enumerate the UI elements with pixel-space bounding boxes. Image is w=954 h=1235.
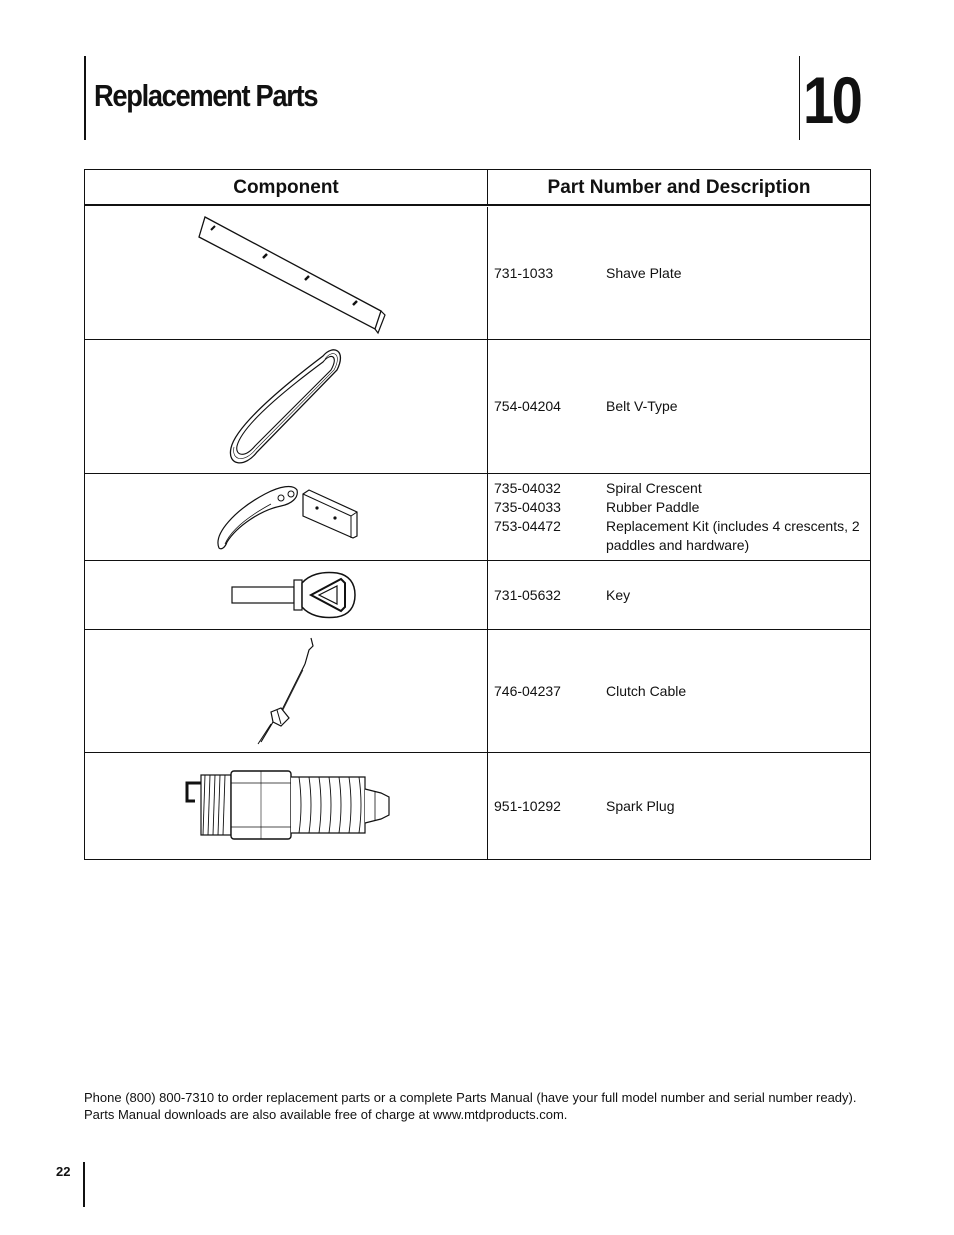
- part-number: 746-04237: [494, 682, 561, 699]
- crescent-paddle-illustration: [85, 474, 487, 560]
- table-row: [85, 474, 870, 561]
- part-description: Replacement Kit (includes 4 crescents, 2 paddles and hardware): [606, 518, 860, 553]
- part-number: 951-10292: [494, 797, 561, 814]
- part-number: 753-04472: [494, 518, 561, 534]
- header-part-number: Part Number and Description: [547, 177, 811, 198]
- shave-plate-illustration: [85, 207, 487, 339]
- part-number: 754-04204: [494, 398, 561, 414]
- part-description: Key: [606, 586, 631, 603]
- spark-plug-illustration: [85, 753, 487, 859]
- part-description: Rubber Paddle: [606, 499, 700, 515]
- part-number: 731-1033: [494, 264, 554, 281]
- part-number: 731-05632: [494, 586, 561, 603]
- part-description: Shave Plate: [606, 264, 682, 281]
- part-description: Clutch Cable: [606, 682, 687, 699]
- table-row: [85, 561, 870, 630]
- header-component: Component: [233, 177, 339, 198]
- part-number: 735-04032: [494, 480, 561, 496]
- part-description: Belt V-Type: [606, 398, 678, 414]
- table-header: [85, 170, 870, 205]
- table-row: [85, 630, 870, 753]
- ordering-note-line: Phone (800) 800-7310 to order replacement parts or a complete Parts Manual (have your full model number and serial number ready).: [84, 1090, 857, 1105]
- part-description: Spiral Crescent: [606, 480, 702, 496]
- title-rule: [84, 56, 86, 140]
- chapter-number: 10: [803, 63, 861, 137]
- page-number-rule: [83, 1162, 85, 1207]
- page-number: 22: [56, 1164, 71, 1179]
- header-double-line: [85, 205, 870, 206]
- key-illustration: [85, 561, 487, 629]
- table-row: [85, 207, 870, 340]
- ordering-note: [84, 1089, 884, 1123]
- clutch-cable-illustration: [85, 630, 487, 752]
- ordering-note-line: Parts Manual downloads are also available free of charge at www.mtdproducts.com.: [84, 1107, 568, 1122]
- part-description: Spark Plug: [606, 797, 675, 814]
- chapter-rule: [799, 56, 800, 140]
- part-number: 735-04033: [494, 499, 561, 515]
- v-belt-illustration: [85, 340, 487, 473]
- parts-table: [84, 169, 871, 860]
- page-title: Replacement Parts: [94, 78, 318, 113]
- table-row: [85, 753, 870, 859]
- table-row: [85, 340, 870, 474]
